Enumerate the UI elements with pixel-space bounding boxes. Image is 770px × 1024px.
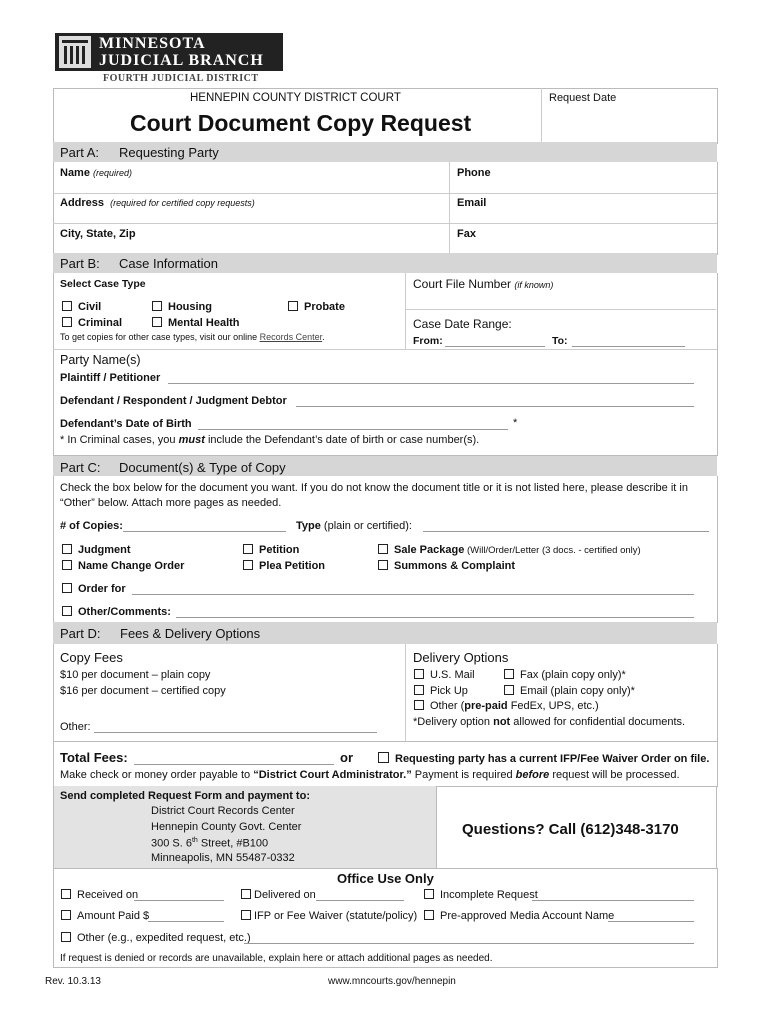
judgment-checkbox[interactable]: Judgment — [62, 544, 131, 556]
fax-field[interactable]: Fax — [457, 228, 476, 240]
part-c-instructions: Check the box below for the document you want. If you do not know the document title or it is not listed here, please describe it in “Other” below. Attach more pages as needed. — [60, 482, 688, 509]
order-for-checkbox[interactable]: Order for — [62, 583, 126, 595]
mental-health-checkbox[interactable]: Mental Health — [152, 317, 240, 329]
email-delivery-checkbox[interactable]: Email (plain copy only)* — [504, 685, 635, 697]
total-fees-label: Total Fees: — [60, 750, 128, 765]
petition-checkbox[interactable]: Petition — [243, 544, 299, 556]
summons-checkbox[interactable]: Summons & Complaint — [378, 560, 515, 572]
minnesota-judicial-branch-logo — [55, 33, 283, 71]
email-field[interactable]: Email — [457, 197, 487, 209]
or-label: or — [340, 750, 353, 765]
civil-checkbox[interactable]: Civil — [62, 301, 101, 313]
part-b-title: Case Information — [119, 256, 218, 271]
fee-other-input[interactable] — [94, 732, 377, 733]
city-state-zip-field[interactable]: City, State, Zip — [60, 228, 136, 240]
address-line-1: District Court Records Center — [151, 805, 295, 817]
incomplete-request-checkbox[interactable]: Incomplete Request — [424, 889, 538, 901]
district-name: FOURTH JUDICIAL DISTRICT — [103, 73, 259, 84]
page-title: Court Document Copy Request — [130, 110, 472, 136]
delivery-options-heading: Delivery Options — [413, 650, 509, 665]
order-for-input[interactable] — [132, 594, 694, 595]
delivery-note: *Delivery option not allowed for confidential documents. — [413, 716, 686, 728]
records-center-link[interactable]: Records Center — [259, 332, 323, 342]
copy-fees-heading: Copy Fees — [60, 650, 123, 665]
case-date-range-label: Case Date Range: — [413, 317, 512, 331]
denied-note: If request is denied or records are unavailable, explain here or attach additional pages as needed. — [60, 953, 493, 964]
copies-label: # of Copies: — [60, 520, 123, 532]
copies-input[interactable] — [123, 531, 286, 532]
part-c-header: Part C: Document(s) & Type of Copy — [53, 456, 717, 476]
defendant-label: Defendant / Respondent / Judgment Debtor — [60, 395, 287, 407]
part-b-header: Part B: Case Information — [53, 253, 717, 273]
from-label: From: — [413, 335, 443, 347]
type-label: Type (plain or certified): — [296, 520, 412, 532]
logo-line-1: MINNESOTA — [99, 35, 206, 52]
revision-label: Rev. 10.3.13 — [45, 976, 101, 987]
amount-paid-checkbox[interactable]: Amount Paid $ — [61, 910, 149, 922]
plaintiff-label: Plaintiff / Petitioner — [60, 372, 161, 384]
part-d-header: Part D: Fees & Delivery Options — [53, 622, 717, 644]
type-input[interactable] — [423, 531, 709, 532]
other-comments-input[interactable] — [176, 617, 694, 618]
dob-label: Defendant’s Date of Birth — [60, 418, 192, 430]
us-mail-checkbox[interactable]: U.S. Mail — [414, 669, 475, 681]
defendant-input[interactable] — [296, 406, 694, 407]
received-on-checkbox[interactable]: Received on — [61, 889, 138, 901]
name-change-checkbox[interactable]: Name Change Order — [62, 560, 184, 572]
request-date-label[interactable]: Request Date — [549, 92, 617, 104]
plaintiff-input[interactable] — [168, 383, 694, 384]
courthouse-pillar-icon — [59, 36, 91, 68]
fee-other-label: Other: — [60, 721, 91, 733]
sale-package-checkbox[interactable]: Sale Package (Will/Order/Letter (3 docs. - certified only) — [378, 544, 641, 556]
address-line-3: 300 S. 6th Street, #B100 — [151, 837, 269, 850]
part-d-title: Fees & Delivery Options — [120, 626, 261, 641]
plea-petition-checkbox[interactable]: Plea Petition — [243, 560, 325, 572]
select-case-type-label: Select Case Type — [60, 278, 146, 290]
part-a-header — [53, 142, 717, 162]
logo-line-2: JUDICIAL BRANCH — [99, 52, 264, 69]
court-name: HENNEPIN COUNTY DISTRICT COURT — [190, 92, 401, 104]
court-file-number-field[interactable]: Court File Number (if known) — [413, 277, 554, 291]
part-c-title: Document(s) & Type of Copy — [119, 460, 286, 475]
dob-input[interactable] — [198, 429, 508, 430]
probate-checkbox[interactable]: Probate — [288, 301, 345, 313]
send-heading: Send completed Request Form and payment to: — [60, 790, 310, 802]
ifp-waiver-checkbox[interactable]: IFP or Fee Waiver (statute/policy) — [241, 910, 417, 922]
delivered-on-checkbox[interactable]: Delivered on — [241, 889, 316, 901]
ifp-checkbox[interactable]: Requesting party has a current IFP/Fee Waiver Order on file. — [378, 752, 709, 765]
housing-checkbox[interactable]: Housing — [152, 301, 212, 313]
part-a-label: Part A: — [60, 145, 100, 160]
criminal-checkbox[interactable]: Criminal — [62, 317, 122, 329]
other-case-types-note: To get copies for other case types, visit our online Records Center. — [60, 332, 325, 342]
dob-note: * In Criminal cases, you must include the Defendant’s date of birth or case number(s). — [60, 434, 480, 446]
pickup-checkbox[interactable]: Pick Up — [414, 685, 468, 697]
name-field[interactable]: Name (required) — [60, 167, 133, 179]
other-comments-checkbox[interactable]: Other/Comments: — [62, 606, 171, 618]
fax-delivery-checkbox[interactable]: Fax (plain copy only)* — [504, 669, 626, 681]
other-delivery-checkbox[interactable]: Other (pre-paid FedEx, UPS, etc.) — [414, 700, 599, 712]
office-use-title: Office Use Only — [337, 871, 434, 886]
address-field[interactable]: Address (required for certified copy requests) — [60, 197, 255, 209]
fee-plain: $10 per document – plain copy — [60, 669, 211, 681]
to-label: To: — [552, 335, 568, 347]
fee-certified: $16 per document – certified copy — [60, 685, 226, 697]
other-expedited-checkbox[interactable]: Other (e.g., expedited request, etc.) — [61, 932, 251, 944]
phone-field[interactable]: Phone — [457, 167, 491, 179]
address-line-4: Minneapolis, MN 55487-0332 — [151, 852, 295, 864]
preapproved-media-checkbox[interactable]: Pre-approved Media Account Name — [424, 910, 614, 922]
total-fees-input[interactable] — [134, 764, 334, 765]
payment-note: Make check or money order payable to “District Court Administrator.” Payment is required before request will be processed. — [60, 769, 680, 781]
address-line-2: Hennepin County Govt. Center — [151, 821, 302, 833]
questions-phone: Questions? Call (612)348-3170 — [462, 821, 679, 838]
office-use-box — [53, 868, 718, 968]
part-a-title: Requesting Party — [119, 145, 219, 160]
from-date-input[interactable] — [445, 346, 545, 347]
party-names-heading: Party Name(s) — [60, 353, 141, 367]
to-date-input[interactable] — [572, 346, 685, 347]
footer-url[interactable]: www.mncourts.gov/hennepin — [328, 976, 456, 987]
